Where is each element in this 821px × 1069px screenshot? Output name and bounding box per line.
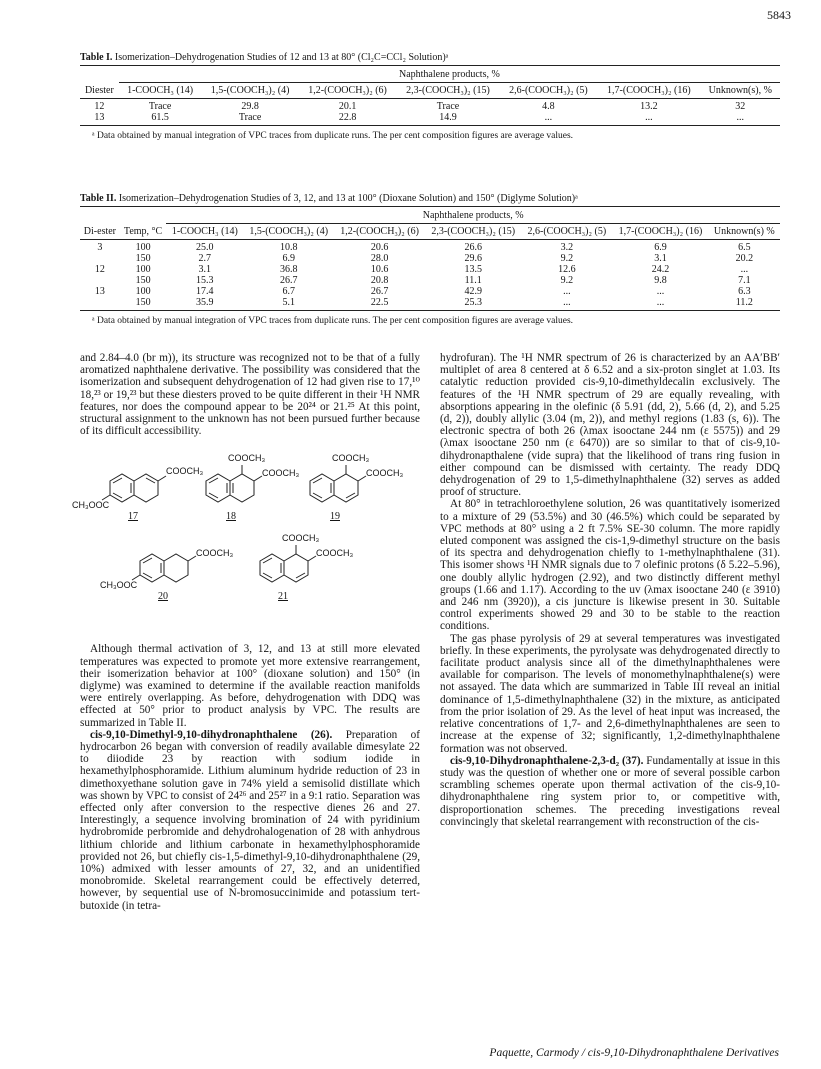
compound-number-20: 20 [158,591,168,603]
section-heading-26: cis-9,10-Dimethyl-9,10-dihydronaphthalene (26). [90,728,333,741]
table-1-caption: Isomerization–Dehydrogenation Studies of 12 and 13 at 80° (Cl₂C=CCl₂ Solution)ᵃ [114,52,449,63]
table-cell: 100 [135,286,151,297]
table-cell: 20.1 [338,101,357,112]
table-cell: 10.6 [370,264,389,275]
table-header-cell: 1-COOCH₃ (14) [127,85,194,96]
table-cell: 12 [94,264,105,275]
table-cell: ... [563,286,571,297]
left-paragraph-2: Although thermal activation of 3, 12, and 13 at still more elevated temperatures was expected to promote yet more extensive rearrangement, their isomerization behavior at 100° (dioxane solution) and 150° (in diglyme) was examined to determine if the available reaction manifolds were entirely overlapping. As before, dehydrogenation with DDQ was effected at 50° prior to product analysis by VPC. The results are summarized in Table II. [80,643,420,729]
table-row [80,275,780,286]
table-cell: 24.2 [651,264,670,275]
table-cell: 13.5 [464,264,482,275]
table-cell: 14.9 [439,112,457,123]
body-columns [72,352,780,912]
table-row [80,112,780,126]
table-cell: 20.2 [735,253,754,264]
table-2-grid [80,206,780,311]
table-cell: 6.9 [654,242,667,253]
table-cell: 6.5 [738,242,751,253]
table-cell: ... [563,297,571,308]
right-paragraph-2: At 80° in tetrachloroethylene solution, 26 was quantitatively isomerized to a mixture of 29 (53.5%) and 30 (46.5%) which could be separated by VPC methods at 80° using a 2 ft 7.5% SE-30 column. The more rapidly eluted component was assigned the cis-1,9-dimethyl structure on the basis of its spectra and dehydrogenation chiefly to 1-methylnaphthalene (31). This isomer shows ¹H NMR signals due to 7 olefinic protons (δ 5.22–5.96), one doubly allylic hydrogen (2.92), and two distinctly different methyl groups (1.66 and 1.17). According to the uv (λmax isooctane 240 (ε 3910) and 246 nm (3920)), a cis juncture is likewise present in 30. Suitable control experiments showed 29 and 30 to be stable to the reaction conditions. [440,498,780,633]
table-cell: 6.7 [282,286,295,297]
running-footer: Paquette, Carmody / cis-9,10-Dihydronaphthalene Derivatives [489,1047,779,1059]
table-cell: 20.6 [370,242,389,253]
right-paragraph-4 [440,755,780,828]
table-cell: 22.8 [338,112,357,123]
table-cell: 29.8 [241,101,259,112]
table-cell: 100 [135,242,151,253]
structure-21 [260,545,316,582]
table-header-cell: 2,6-(COOCH₃)₂ (5) [527,226,607,237]
structure-20 [132,554,196,582]
structure-21-label-a: COOCH₃ [282,533,320,544]
table-cell: 28.0 [370,253,389,264]
table-cell: 15.3 [196,275,214,286]
table-1-body [80,99,780,126]
table-cell: ... [656,297,665,308]
structure-17-label-a: COOCH₃ [166,466,204,477]
structure-19-label-a: COOCH₃ [332,453,370,464]
table-2-footnote: ᵃ Data obtained by manual integration of VPC traces from duplicate runs. The per cent composition figures are average values. [92,316,574,326]
left-paragraph-1: and 2.84–4.0 (br m)), its structure was recognized not to be that of a fully aromatized naphthalene derivative. The possibility was considered that the isomerization and subsequent dehydrogenation of 12 had given rise to 17,¹⁰ 18,²³ or 19,²³ but these diesters proved to be quite different in their ¹H NMR features, nor does the compound appear to be 20²⁴ or 21.²⁵ At this point, structural assignment to the unknown has not been pursued further because of its difficult accessibility. [80,352,420,438]
table-header-cell: Diester [84,84,114,96]
table-1-grid [80,65,780,126]
table-1-footnote: ᵃ Data obtained by manual integration of VPC traces from duplicate runs. The per cent composition figures are average values. [92,131,574,141]
table-cell: ... [740,264,749,275]
table-cell [80,253,120,264]
table-cell: 10.8 [279,242,298,253]
table-cell: 29.6 [464,253,482,264]
left-paragraph-3 [80,729,420,912]
section-heading-37: cis-9,10-Dihydronaphthalene-2,3-d₂ (37). [450,754,644,767]
table-cell: 61.5 [151,112,169,123]
table-cell: ... [544,112,553,123]
table-header-cell: Di-ester [83,225,117,237]
table-cell: 9.2 [560,275,574,286]
table-cell: 6.3 [738,286,751,297]
table-cell: 13 [94,112,105,123]
table-cell: 11.2 [735,297,753,308]
left-paragraph-3-text: Preparation of hydrocarbon 26 began with conversion of readily available dimesylate 22 to diiodide 23 by reaction with sodium iodide in hexamethylphosphoramide. Lithium aluminum hydride reduction of 23 in dimethoxyethane solution gave in 74% yield a semisolid distillate which was shown by VPC to consist of 24²⁶ and 25²⁷ in a 9:1 ratio. Separation was effected only after conversion to the respective dienes 26 and 27. Interestingly, a sequence involving bromination of 24 with pyridinium hydrobromide perbromide and dehydrohalogenation of 28 with anhydrous lithium chloride and lithium carbonate in hexamethylphosphoramide provided not 26, but chiefly cis-1,5-dimethyl-9,10-dihydronaphthalene (29, 10%) admixed with lesser amounts of 27, 32, and an unidentified monobromide. Skeletal rearrangement could be effectively deterred, however, by sequential use of N-bromosuccinimide and potassium tert-butoxide (in tetra- [80,728,420,912]
table-cell: 150 [135,297,151,308]
structure-18 [206,465,262,502]
table-cell: 3.1 [198,264,212,275]
table-header-cell: 1,7-(COOCH₃)₂ (16) [618,226,703,237]
structure-17-label-b: CH₃OOC [72,500,110,511]
table-2-title [80,193,780,204]
compound-number-21: 21 [278,591,288,603]
structure-figures [72,443,420,639]
table-cell: 9.2 [560,253,574,264]
table-1-title [80,52,780,63]
table-header-cell: 2,6-(COOCH₃)₂ (5) [509,85,588,96]
table-2-header-row [80,224,780,240]
table-cell: Trace [436,101,460,112]
table-cell [80,297,120,311]
structure-18-label-b: COOCH₃ [262,468,300,479]
table-cell: 13 [94,286,105,297]
right-paragraph-3: The gas phase pyrolysis of 29 at several temperatures was investigated briefly. In these experiments, the pyrolysate was dehydrogenated directly to facilitate product analysis since all of the dimethylnaphthalenes were available for comparison. The levels of monomethylnaphthalene(s) were not assayed. The data which are summarized in Table III reveal an initial dominance of 1,5-dimethylnaphthalene (32) in the mixture, as anticipated from the prior isolation of 29. As the level of heat input was increased, the relative concentrations of 1,7- and 2,6-dimethylnaphthalenes are seen to increase at the expense of 32; significantly, 1,2-dimethylnaphthalene formation was not observed. [440,632,780,755]
table-header-cell: 1-COOCH₃ (14) [171,226,238,237]
table-header-cell: 1,5-(COOCH₃)₂ (4) [210,85,290,96]
structure-17 [102,474,166,502]
table-cell: 150 [135,275,151,286]
right-paragraph-1: hydrofuran). The ¹H NMR spectrum of 26 is characterized by an AA′BB′ multiplet of area 8 centered at δ 6.52 and a six-proton singlet at 1.03. Its catalytic reduction provided cis-9,10-dimethyldecalin exclusively. The features of the ¹H NMR spectrum of 29 are equally revealing, with absorptions appearing in the olefinic (δ 5.91 (dd, 2), 5.66 (d, 2), and 5.25 (d, 2)), doubly allylic (3.04 (m, 2)), and methyl regions (1.83 (s, 6)). The electronic spectra of both 26 (λmax isooctane 244 nm (ε 5575)) and 29 (λmax isooctane 250 nm (ε 6470)) are so similar to that of cis-9,10-dihydronapthalene (vide supra) that the likelihood of trans ring fusion in either compound can be dismissed with certainty. The ready DDQ dehydrogenation of 29 to 1,5-dimethylnaphthalene (32) serves as added proof of structure. [440,352,780,499]
table-header-cell: 1,7-(COOCH₃)₂ (16) [607,85,691,96]
compound-number-19: 19 [330,511,340,523]
structure-19-label-b: COOCH₃ [366,468,404,479]
table-header-cell: 1,2-(COOCH₃)₂ (6) [308,85,387,96]
table-cell [80,275,120,286]
table-header-cell: 1,5-(COOCH₃)₂ (4) [249,226,329,237]
table-cell: 7.1 [738,275,751,286]
table-2-group-header: Naphthalene products, % [166,207,780,224]
compound-number-17: 17 [128,511,138,523]
right-paragraph-4-text: Fundamentally at issue in this study was the question of whether one or more of several possible carbon scrambling schemes operate upon thermal activation of the cis-9,10-dihydronaphthalene ring system prior to, or competitive with, disproportionation schemes. The preceding investigations reveal convincingly that skeletal rearrangement with reconstruction of the cis- [440,754,780,828]
table-row [80,286,780,297]
table-cell: 26.7 [279,275,298,286]
table-header-cell: 2,3-(COOCH₃)₂ (15) [406,85,490,96]
table-row [80,253,780,264]
table-cell: 25.3 [464,297,482,308]
table-cell: ... [645,112,653,123]
table-cell: 26.6 [464,242,482,253]
table-cell: 3.2 [560,242,574,253]
table-cell: 11.1 [464,275,482,286]
table-cell: 100 [135,264,151,275]
table-1-header-row [80,83,780,99]
table-cell: 17.4 [196,286,214,297]
page-number: 5843 [767,8,791,22]
table-header-cell: 1,2-(COOCH₃)₂ (6) [340,226,419,237]
table-cell: 12.6 [558,264,576,275]
structure-21-label-b: COOCH₃ [316,548,354,559]
table-cell: Trace [148,101,172,112]
table-2-label: Table II. [80,193,117,204]
table-header-cell: Unknown(s) % [713,226,775,237]
table-cell: 2.7 [198,253,212,264]
table-1 [80,52,780,141]
table-row [80,264,780,275]
table-1-label: Table I. [80,52,113,63]
table-row [80,99,780,113]
table-row [80,240,780,254]
table-cell: 6.9 [282,253,295,264]
table-cell: 13.2 [640,101,658,112]
table-cell: ... [656,286,665,297]
table-cell: 3.1 [654,253,667,264]
table-cell: 36.8 [279,264,298,275]
table-cell: 35.9 [196,297,214,308]
compound-number-18: 18 [226,511,236,523]
table-cell: 12 [94,101,105,112]
table-cell: 5.1 [282,297,295,308]
table-cell: 42.9 [464,286,482,297]
structure-20-label-b: CH₃OOC [100,580,138,591]
table-cell: 25.0 [196,242,214,253]
table-cell: 9.8 [654,275,667,286]
table-cell: ... [736,112,745,123]
table-2-caption: Isomerization–Dehydrogenation Studies of 3, 12, and 13 at 100° (Dioxane Solution) and 150° (Diglyme Solution)ᵃ [118,193,578,204]
structure-18-label-a: COOCH₃ [228,453,266,464]
table-cell: 20.8 [370,275,389,286]
structure-19 [310,465,366,502]
table-cell: Trace [238,112,262,123]
table-2 [80,193,780,326]
table-cell: 4.8 [542,101,555,112]
table-cell: 150 [135,253,151,264]
right-column [440,352,780,912]
table-cell: 3 [97,242,103,253]
structure-20-label-a: COOCH₃ [196,548,234,559]
table-header-cell: Unknown(s), % [708,85,772,96]
table-1-group-header: Naphthalene products, % [119,66,780,83]
table-row [80,297,780,311]
table-cell: 22.5 [370,297,389,308]
table-header-cell: 2,3-(COOCH₃)₂ (15) [431,226,516,237]
table-2-body [80,240,780,311]
left-column [72,352,420,912]
table-cell: 32 [735,101,746,112]
table-cell: 26.7 [370,286,389,297]
table-header-cell: Temp, °C [123,225,163,237]
